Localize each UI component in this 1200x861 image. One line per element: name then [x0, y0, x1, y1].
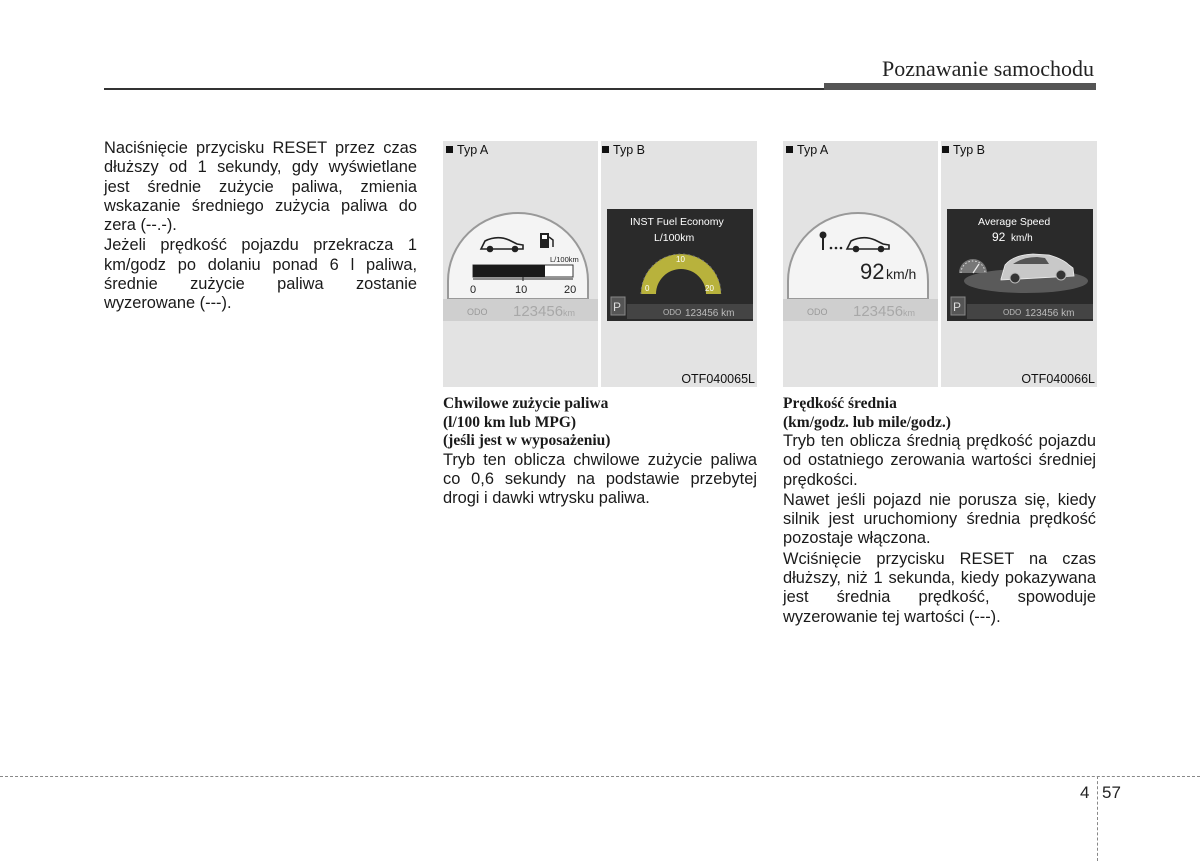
- figure-code: OTF040065L: [681, 372, 755, 386]
- chapter-number: 4: [1080, 783, 1090, 802]
- odo-value: 123456: [853, 303, 904, 320]
- gauge-tick-20: 20: [705, 284, 714, 293]
- heading-line: Chwilowe zużycie paliwa: [443, 395, 609, 412]
- type-b-label: Typ B: [602, 143, 645, 157]
- odo-label: ODO: [807, 307, 828, 317]
- description-paragraph: Tryb ten oblicza średnią prędkość pojazdu od ostatniego zerowania wartości średniej prędkości.: [783, 432, 1096, 489]
- figure-average-speed: [783, 141, 1097, 387]
- description-paragraph: Tryb ten oblicza chwilowe zużycie paliwa co 0,6 sekundy na podstawie przebytej drogi i dawki wtrysku paliwa.: [443, 450, 757, 508]
- mid-column: [443, 395, 757, 509]
- gauge-tick-0: 0: [645, 284, 650, 293]
- gear-icon: P: [953, 300, 962, 314]
- footer-separator: [1097, 776, 1098, 861]
- type-b-label: Typ B: [942, 143, 985, 157]
- odo-unit: km: [903, 308, 915, 318]
- tick-label-20: 20: [564, 284, 577, 296]
- gear-icon: P: [613, 300, 622, 314]
- heading-line: (km/godz. lub mile/godz.): [783, 413, 951, 431]
- odo-unit: km: [563, 308, 575, 318]
- odo-label: ODO: [663, 308, 682, 317]
- unit-label: L/100km: [550, 255, 579, 264]
- figure-fuel-economy: [443, 141, 757, 387]
- cluster-type-a: [783, 141, 938, 387]
- description-paragraph: Wciśnięcie przycisku RESET na czas dłuższy, niż 1 sekunda, kiedy pokazywana jest średnia prędkość, spowoduje wyzerowanie tej wartości (---).: [783, 549, 1096, 626]
- cluster-type-b: [941, 141, 1097, 387]
- tick-label-10: 10: [515, 284, 528, 296]
- display-title: INST Fuel Economy: [630, 216, 724, 228]
- display-unit: L/100km: [654, 232, 695, 244]
- footer-rule: [0, 776, 1200, 777]
- description-paragraph: Nawet jeśli pojazd nie porusza się, kiedy silnik jest uruchomiony średnia prędkość pozostaje włączona.: [783, 490, 1096, 548]
- heading-line: Prędkość średnia: [783, 395, 897, 412]
- gauge-tick-10: 10: [676, 255, 685, 264]
- odo-value: 123456: [513, 303, 564, 320]
- right-column: [783, 395, 1096, 628]
- header-rule-accent: [824, 83, 1096, 90]
- page-number: 57: [1102, 783, 1121, 802]
- display-speed-unit: km/h: [1011, 233, 1033, 244]
- odo-value: 123456 km: [1025, 308, 1075, 319]
- display-speed-value: 92: [992, 230, 1006, 244]
- display-dome: [788, 213, 928, 299]
- consumption-bar-fill: [473, 265, 545, 277]
- type-a-label: Typ A: [786, 143, 828, 157]
- speed-value: 92: [860, 259, 885, 284]
- tick-label-0: 0: [470, 284, 477, 296]
- left-column: [104, 139, 417, 315]
- section-heading: [783, 395, 1096, 432]
- figure-code: OTF040066L: [1021, 372, 1095, 386]
- reset-paragraph: Naciśnięcie przycisku RESET przez czas dłuższy od 1 sekundy, gdy wyświetlane jest średnie zużycie paliwa, zmienia wskazanie średniego zużycia paliwa do zera (--.-).: [104, 139, 417, 235]
- speed-unit: km/h: [886, 266, 917, 282]
- display-title: Average Speed: [978, 216, 1051, 228]
- cluster-type-a: [443, 141, 598, 387]
- section-heading: [443, 395, 757, 451]
- type-a-label: Typ A: [446, 143, 488, 157]
- reset-speed-paragraph: Jeżeli prędkość pojazdu przekracza 1 km/godz po dolaniu ponad 6 l paliwa, średnie zużycie paliwa zostanie wyzerowane (---).: [104, 236, 417, 313]
- odo-label: ODO: [1003, 308, 1022, 317]
- heading-line: (l/100 km lub MPG): [443, 413, 577, 431]
- section-title: Poznawanie samochodu: [882, 56, 1094, 81]
- header-rule: [104, 88, 824, 90]
- odo-label: ODO: [467, 307, 488, 317]
- odo-value: 123456 km: [685, 308, 735, 319]
- cluster-type-b: [601, 141, 757, 387]
- heading-line: (jeśli jest w wyposażeniu): [443, 432, 611, 449]
- dots-icon: [830, 247, 843, 250]
